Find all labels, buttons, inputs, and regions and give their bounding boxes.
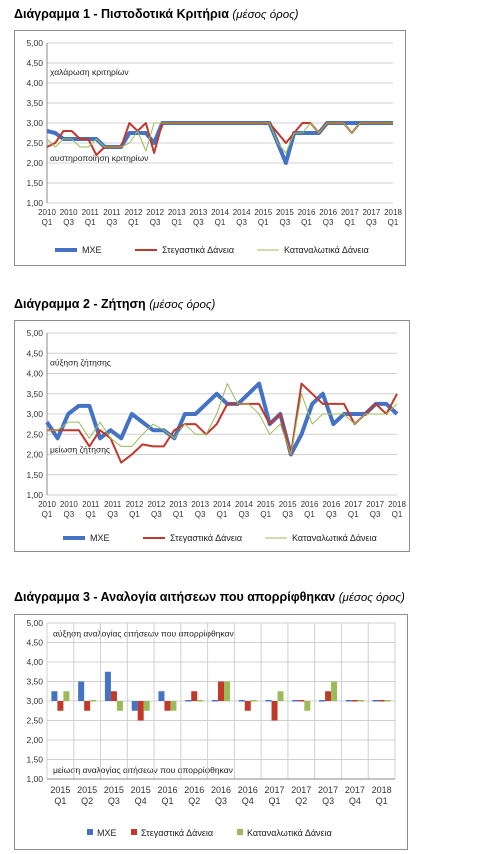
chart1-legend-label: Καταναλωτικά Δάνεια bbox=[284, 245, 369, 255]
chart3-bar-0 bbox=[132, 701, 138, 711]
chart1-xtick-quarter: Q3 bbox=[149, 218, 161, 227]
chart3-xtick-year: 2017 bbox=[318, 785, 339, 795]
chart1-xtick-year: 2018 bbox=[384, 208, 402, 217]
chart3-xtick-year: 2016 bbox=[210, 785, 232, 795]
chart2-title bbox=[14, 297, 215, 311]
chart2-xtick-year: 2017 bbox=[344, 500, 363, 509]
chart3-bar-0 bbox=[239, 700, 245, 702]
chart1-xtick-quarter: Q1 bbox=[41, 218, 53, 227]
chart3-xtick-quarter: Q3 bbox=[214, 796, 228, 806]
chart2-xtick-year: 2013 bbox=[169, 500, 188, 509]
chart1-xtick-year: 2017 bbox=[340, 208, 359, 217]
chart3-legend-swatch bbox=[131, 829, 137, 835]
chart2-xtick-year: 2013 bbox=[191, 500, 210, 509]
chart1-xtick-year: 2011 bbox=[103, 208, 121, 217]
chart3-bar-0 bbox=[292, 700, 298, 702]
chart1-series-line-2 bbox=[47, 123, 393, 153]
chart3-bar-2 bbox=[197, 700, 203, 702]
chart1-ytick-label: 4,00 bbox=[26, 78, 43, 88]
chart1-legend-label: Στεγαστικά Δάνεια bbox=[162, 245, 235, 255]
chart3-xtick-quarter: Q1 bbox=[54, 796, 67, 806]
chart2-xtick-quarter: Q3 bbox=[282, 510, 293, 519]
chart1-ytick-label: 5,00 bbox=[26, 38, 43, 48]
chart3-bar-0 bbox=[105, 672, 111, 701]
chart3-ytick-label: 4,00 bbox=[26, 657, 43, 667]
chart1-panel bbox=[14, 30, 406, 266]
chart3-bar-2 bbox=[144, 701, 150, 711]
chart3-xtick-quarter: Q2 bbox=[295, 796, 308, 806]
chart2-ytick-label: 2,00 bbox=[26, 449, 43, 460]
chart2-xtick-quarter: Q1 bbox=[172, 510, 184, 519]
chart1-ytick-label: 2,50 bbox=[26, 138, 43, 148]
chart3-xtick-quarter: Q4 bbox=[241, 796, 254, 806]
chart3-bar-0 bbox=[346, 700, 352, 702]
chart3-bar-1 bbox=[57, 701, 63, 711]
chart1-xtick-quarter: Q1 bbox=[257, 218, 269, 227]
chart1-annotation-bottom: αυστηροποίηση κριτηρίων bbox=[50, 153, 149, 163]
chart3-bar-2 bbox=[358, 700, 364, 702]
chart3-legend-swatch bbox=[87, 829, 93, 835]
chart3-xtick-year: 2018 bbox=[371, 785, 392, 795]
chart1-ytick-label: 1,00 bbox=[26, 198, 43, 208]
chart2-xtick-year: 2011 bbox=[82, 500, 100, 509]
chart3-title-text: Διάγραμμα 3 - Αναλογία αιτήσεων που απορρίφθηκαν bbox=[14, 590, 336, 604]
chart1-xtick-year: 2011 bbox=[81, 208, 99, 217]
chart2-ytick-label: 4,00 bbox=[26, 368, 43, 379]
chart3-bar-1 bbox=[298, 700, 304, 702]
chart1-xtick-quarter: Q1 bbox=[387, 218, 399, 227]
chart1-xtick-quarter: Q1 bbox=[301, 218, 312, 227]
chart3-bar-0 bbox=[158, 691, 164, 701]
chart1-subtitle: (μέσος όρος) bbox=[232, 9, 299, 21]
chart3-legend-swatch bbox=[237, 829, 243, 835]
chart3-ytick-label: 4,50 bbox=[26, 637, 43, 648]
chart2-xtick-quarter: Q1 bbox=[41, 510, 53, 519]
chart2-subtitle: (μέσος όρος) bbox=[149, 299, 216, 311]
chart2-panel bbox=[14, 320, 410, 552]
chart3-xtick-quarter: Q4 bbox=[134, 796, 147, 806]
chart3-xtick-year: 2016 bbox=[237, 785, 258, 795]
chart3-svg bbox=[15, 615, 407, 849]
chart3-xtick-year: 2015 bbox=[103, 785, 124, 795]
chart1-xtick-quarter: Q3 bbox=[366, 218, 377, 227]
chart2-legend-label: Καταναλωτικά Δάνεια bbox=[292, 533, 377, 543]
chart2-legend-label: Στεγαστικά Δάνεια bbox=[170, 533, 243, 543]
chart2-xtick-year: 2015 bbox=[278, 500, 297, 509]
chart2-xtick-year: 2014 bbox=[213, 500, 231, 509]
chart3-xtick-quarter: Q1 bbox=[161, 796, 174, 806]
chart1-xtick-year: 2013 bbox=[189, 208, 208, 217]
chart3-bar-1 bbox=[191, 691, 197, 701]
chart1-ytick-label: 1,50 bbox=[26, 178, 43, 188]
chart2-xtick-quarter: Q3 bbox=[369, 510, 381, 519]
chart1-xtick-quarter: Q3 bbox=[279, 218, 291, 227]
chart2-xtick-quarter: Q1 bbox=[85, 510, 97, 519]
chart3-bar-1 bbox=[379, 700, 385, 702]
chart2-ytick-label: 2,50 bbox=[26, 429, 43, 440]
chart2-ytick-label: 1,50 bbox=[26, 469, 43, 480]
chart3-bar-1 bbox=[272, 701, 278, 721]
chart3-xtick-quarter: Q3 bbox=[322, 796, 335, 806]
chart1-xtick-year: 2010 bbox=[38, 208, 56, 217]
chart1-xtick-quarter: Q3 bbox=[236, 218, 247, 227]
chart2-xtick-quarter: Q3 bbox=[107, 510, 118, 519]
chart2-xtick-quarter: Q3 bbox=[326, 510, 337, 519]
chart1-svg bbox=[15, 31, 405, 265]
chart3-ytick-label: 1,50 bbox=[26, 754, 43, 765]
chart3-bar-1 bbox=[325, 691, 331, 701]
chart3-bar-2 bbox=[385, 700, 391, 702]
chart3-bar-2 bbox=[90, 700, 96, 702]
chart1-xtick-year: 2014 bbox=[232, 208, 251, 217]
chart3-xtick-quarter: Q1 bbox=[268, 796, 281, 806]
chart2-xtick-year: 2012 bbox=[147, 500, 166, 509]
chart3-panel bbox=[14, 614, 408, 850]
chart1-xtick-quarter: Q1 bbox=[128, 218, 139, 227]
chart2-xtick-quarter: Q1 bbox=[304, 510, 315, 519]
chart2-ytick-label: 4,50 bbox=[26, 348, 43, 359]
chart1-xtick-year: 2012 bbox=[124, 208, 143, 217]
chart2-annotation-top: αύξηση ζήτησης bbox=[50, 357, 111, 368]
chart3-xtick-quarter: Q3 bbox=[107, 796, 120, 806]
chart3-annotation-bottom: μείωση αναλογίας αιτήσεων που απορρίφθηκαν bbox=[53, 765, 233, 776]
chart2-xtick-quarter: Q1 bbox=[347, 510, 359, 519]
chart1-xtick-quarter: Q1 bbox=[344, 218, 356, 227]
chart2-xtick-quarter: Q3 bbox=[63, 510, 75, 519]
chart3-xtick-year: 2015 bbox=[77, 785, 98, 795]
chart2-xtick-year: 2014 bbox=[234, 500, 253, 509]
chart2-xtick-quarter: Q1 bbox=[129, 510, 140, 519]
chart3-annotation-top: αύξηση αναλογίας αιτήσεων που απορρίφθηκαν bbox=[53, 628, 234, 639]
chart3-bar-2 bbox=[170, 701, 176, 711]
chart1-ytick-label: 2,00 bbox=[26, 158, 43, 168]
chart2-xtick-year: 2018 bbox=[388, 500, 406, 509]
chart1-xtick-year: 2014 bbox=[211, 208, 229, 217]
chart2-xtick-year: 2017 bbox=[366, 500, 385, 509]
chart3-bar-2 bbox=[224, 682, 230, 702]
chart3-bar-0 bbox=[51, 691, 57, 701]
chart3-ytick-label: 2,00 bbox=[26, 735, 43, 745]
chart1-title-text: Διάγραμμα 1 - Πιστοδοτικά Κριτήρια bbox=[14, 7, 229, 21]
chart3-legend-label: Καταναλωτικά Δάνεια bbox=[247, 828, 332, 838]
chart3-legend-label: Στεγαστικά Δάνεια bbox=[141, 828, 214, 838]
chart2-xtick-year: 2010 bbox=[38, 500, 56, 509]
chart1-xtick-year: 2015 bbox=[275, 208, 294, 217]
chart2-xtick-quarter: Q1 bbox=[216, 510, 228, 519]
chart2-ytick-label: 3,50 bbox=[26, 388, 43, 399]
chart3-legend-label: ΜΧΕ bbox=[97, 828, 117, 838]
chart1-xtick-year: 2010 bbox=[59, 208, 78, 217]
chart2-xtick-quarter: Q1 bbox=[260, 510, 272, 519]
chart1-xtick-year: 2016 bbox=[297, 208, 316, 217]
chart1-xtick-year: 2017 bbox=[362, 208, 381, 217]
chart2-xtick-year: 2011 bbox=[104, 500, 122, 509]
chart3-xtick-year: 2016 bbox=[184, 785, 205, 795]
chart1-xtick-quarter: Q1 bbox=[84, 218, 96, 227]
chart1-xtick-quarter: Q1 bbox=[214, 218, 226, 227]
chart3-bar-0 bbox=[266, 700, 272, 702]
chart3-bar-0 bbox=[78, 682, 84, 702]
chart3-xtick-year: 2017 bbox=[291, 785, 312, 795]
chart3-xtick-year: 2017 bbox=[344, 785, 365, 795]
chart3-ytick-label: 1,00 bbox=[26, 774, 43, 784]
chart1-xtick-quarter: Q3 bbox=[106, 218, 118, 227]
chart3-xtick-quarter: Q2 bbox=[81, 796, 94, 806]
chart1-xtick-quarter: Q3 bbox=[63, 218, 74, 227]
chart2-xtick-quarter: Q3 bbox=[194, 510, 206, 519]
chart3-bar-1 bbox=[352, 700, 358, 702]
chart1-ytick-label: 3,00 bbox=[26, 118, 43, 128]
chart1-ytick-label: 3,50 bbox=[26, 98, 43, 108]
chart3-ytick-label: 2,50 bbox=[26, 715, 43, 726]
chart3-xtick-year: 2015 bbox=[130, 785, 151, 795]
chart3-bar-0 bbox=[212, 700, 218, 702]
chart2-xtick-year: 2016 bbox=[300, 500, 319, 509]
chart3-bar-1 bbox=[111, 691, 117, 701]
chart1-annotation-top: χαλάρωση κριτηρίων bbox=[50, 67, 129, 77]
chart1-xtick-year: 2013 bbox=[167, 208, 186, 217]
chart1-xtick-quarter: Q1 bbox=[171, 218, 183, 227]
chart3-bar-2 bbox=[304, 701, 310, 711]
chart3-bar-1 bbox=[164, 701, 170, 711]
chart2-ytick-label: 5,00 bbox=[26, 328, 43, 338]
chart2-xtick-quarter: Q3 bbox=[238, 510, 250, 519]
chart3-xtick-quarter: Q2 bbox=[188, 796, 201, 806]
chart3-bar-0 bbox=[185, 700, 191, 702]
chart3-xtick-year: 2015 bbox=[50, 785, 71, 795]
chart3-bar-2 bbox=[63, 691, 69, 701]
chart3-bar-0 bbox=[319, 700, 325, 702]
chart3-bar-1 bbox=[138, 701, 144, 721]
chart1-xtick-year: 2015 bbox=[254, 208, 273, 217]
chart3-ytick-label: 3,00 bbox=[26, 696, 43, 706]
chart2-xtick-quarter: Q3 bbox=[151, 510, 162, 519]
chart3-bar-0 bbox=[373, 700, 379, 702]
chart3-ytick-label: 5,00 bbox=[26, 618, 43, 628]
chart1-xtick-year: 2012 bbox=[146, 208, 165, 217]
chart1-title bbox=[14, 7, 299, 21]
chart2-annotation-bottom: μείωση ζήτησης bbox=[50, 444, 111, 455]
chart2-ytick-label: 1,00 bbox=[26, 490, 43, 500]
chart2-xtick-year: 2012 bbox=[125, 500, 144, 509]
chart3-subtitle: (μέσος όρος) bbox=[338, 592, 405, 604]
chart3-xtick-quarter: Q1 bbox=[375, 796, 388, 806]
chart2-title-text: Διάγραμμα 2 - Ζήτηση bbox=[14, 297, 146, 311]
chart1-xtick-quarter: Q3 bbox=[193, 218, 204, 227]
chart3-bar-2 bbox=[251, 700, 257, 702]
chart3-xtick-year: 2017 bbox=[264, 785, 285, 795]
chart3-bar-2 bbox=[278, 691, 284, 701]
chart1-ytick-label: 4,50 bbox=[26, 58, 43, 68]
chart3-bar-1 bbox=[218, 682, 224, 702]
chart3-title bbox=[14, 590, 405, 604]
chart2-legend-label: ΜΧΕ bbox=[90, 533, 110, 543]
chart2-xtick-year: 2010 bbox=[59, 500, 78, 509]
chart2-xtick-year: 2016 bbox=[322, 500, 341, 509]
chart1-xtick-quarter: Q3 bbox=[322, 218, 334, 227]
chart2-ytick-label: 3,00 bbox=[26, 409, 43, 419]
chart3-bar-2 bbox=[117, 701, 123, 711]
chart2-svg bbox=[15, 321, 409, 551]
chart1-legend-label: ΜΧΕ bbox=[82, 245, 102, 255]
chart3-xtick-quarter: Q4 bbox=[348, 796, 361, 806]
chart1-xtick-year: 2016 bbox=[319, 208, 338, 217]
chart3-bar-1 bbox=[84, 701, 90, 711]
chart3-ytick-label: 3,50 bbox=[26, 676, 43, 687]
chart3-bar-1 bbox=[245, 701, 251, 711]
chart3-xtick-year: 2016 bbox=[157, 785, 178, 795]
chart3-bar-2 bbox=[331, 682, 337, 702]
chart2-xtick-quarter: Q1 bbox=[391, 510, 403, 519]
chart2-xtick-year: 2015 bbox=[256, 500, 275, 509]
